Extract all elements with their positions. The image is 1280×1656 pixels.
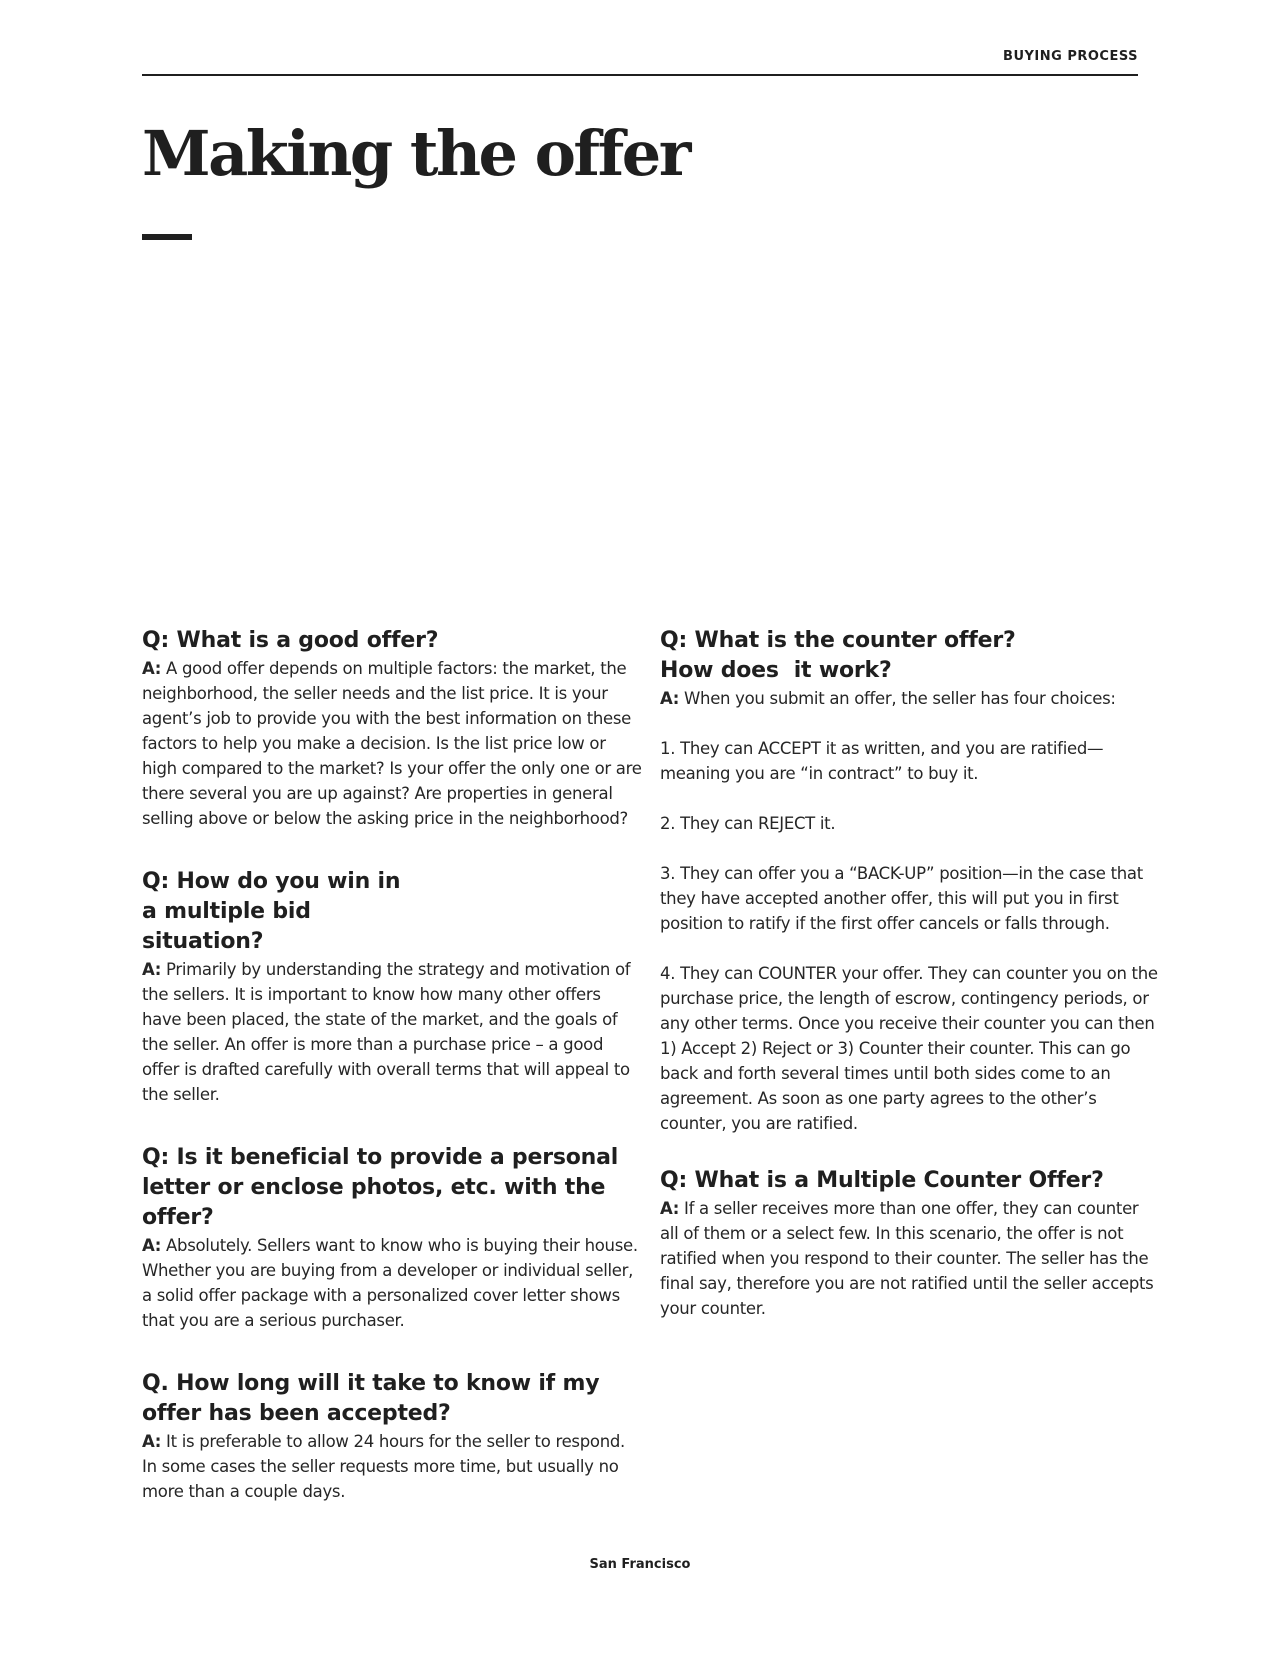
qa-acceptance-time [142, 1369, 642, 1504]
answer-text: A good offer depends on multiple factors: the market, the neighborhood, the seller needs and the list price. It is your agent’s job to provide you with the best information on these factors to help you make a decision. Is the list price low or high compared to the market? Is your offer the only one or are there several you are up against? Are properties in general selling above or below the asking price in the neighborhood? [142, 659, 642, 828]
title-dash [142, 234, 192, 240]
right-column [660, 626, 1160, 1351]
answer-text: It is preferable to allow 24 hours for the seller to respond. In some cases the seller requests more time, but usually no more than a couple days. [142, 1432, 625, 1501]
answer-label: A: [660, 689, 680, 708]
answer-label: A: [142, 659, 162, 678]
answer-label: A: [142, 1236, 162, 1255]
qa-multiple-bid [142, 867, 642, 1107]
question [660, 626, 1160, 686]
answer [142, 1429, 642, 1504]
left-column [142, 626, 642, 1534]
answer [142, 656, 642, 831]
question: Q. How long will it take to know if my offer has been accepted? [142, 1371, 600, 1426]
footer-location: San Francisco [589, 1557, 691, 1572]
choice-reject: 2. They can REJECT it. [660, 814, 836, 833]
answer-text: If a seller receives more than one offer, they can counter all of them or a select few. In this scenario, the offer is not ratified when you respond to their counter. The seller has the final say, therefore you are not ratified until the seller accepts your counter. [660, 1199, 1154, 1318]
question: Q: How do you win in a multiple bid situation? [142, 869, 401, 954]
choice-accept: 1. They can ACCEPT it as written, and you are ratified—meaning you are “in contract” to buy it. [660, 739, 1104, 783]
qa-good-offer [142, 626, 642, 831]
qa-multiple-counter [660, 1166, 1160, 1321]
question-line-2: How does it work? [660, 658, 892, 683]
answer-label: A: [142, 960, 162, 979]
answer [142, 1233, 642, 1333]
answer-text: Primarily by understanding the strategy and motivation of the sellers. It is important to know how many other offers have been placed, the state of the market, and the goals of the seller. An offer is more than a purchase price – a good offer is drafted carefully with overall terms that will appeal to the seller. [142, 960, 631, 1104]
question: Q: What is a good offer? [142, 628, 439, 653]
answer-label: A: [660, 1199, 680, 1218]
answer-text: When you submit an offer, the seller has four choices: [684, 689, 1116, 708]
qa-counter-offer [660, 626, 1160, 1136]
question: Q: What is a Multiple Counter Offer? [660, 1168, 1104, 1193]
header-rule [142, 74, 1138, 76]
question: Q: Is it beneficial to provide a personal letter or enclose photos, etc. with the offer? [142, 1145, 619, 1230]
choice-backup: 3. They can offer you a “BACK-UP” position—in the case that they have accepted another offer, this will put you in first position to ratify if the first offer cancels or falls through. [660, 864, 1143, 933]
answer [142, 957, 642, 1107]
question-line-1: Q: What is the counter offer? [660, 628, 1016, 653]
answer-label: A: [142, 1432, 162, 1451]
page-title: Making the offer [142, 117, 689, 190]
answer-intro [660, 686, 1160, 711]
qa-personal-letter [142, 1143, 642, 1333]
section-label: BUYING PROCESS [1003, 49, 1138, 64]
answer [660, 1196, 1160, 1321]
choice-counter: 4. They can COUNTER your offer. They can counter you on the purchase price, the length of escrow, contingency periods, or any other terms. Once you receive their counter you can then 1) Accept 2) Reject or 3) Counter their counter. This can go back and forth several times until both sides come to an agreement. As soon as one party agrees to the other’s counter, you are ratified. [660, 964, 1158, 1133]
answer-text: Absolutely. Sellers want to know who is buying their house. Whether you are buying from a developer or individual seller, a solid offer package with a personalized cover letter shows that you are a serious purchaser. [142, 1236, 638, 1330]
